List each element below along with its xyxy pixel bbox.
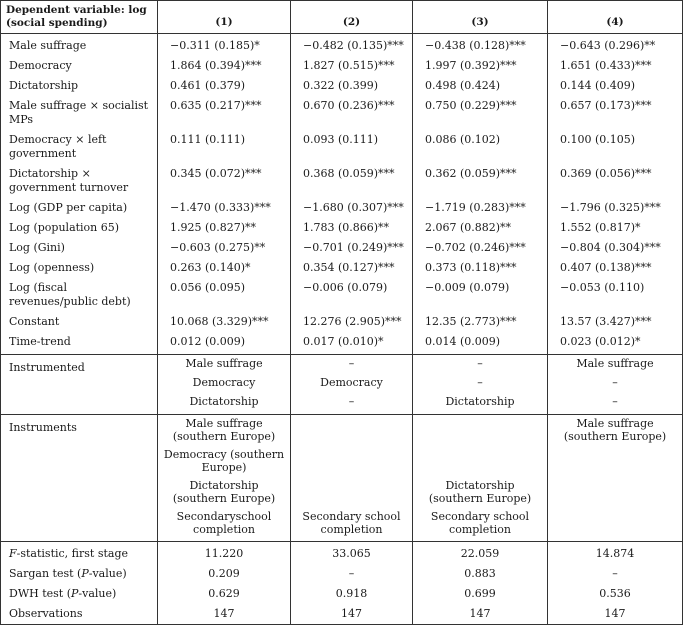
coefficient-cell: 0.023 (0.012)* — [548, 332, 683, 355]
coefficient-cell: 0.056 (0.095) — [158, 278, 291, 312]
instrument-item: Secondary school completion — [302, 510, 401, 536]
stats-row — [1, 542, 683, 565]
stats-label-italic: P — [71, 587, 79, 600]
coefficient-cell: 0.014 (0.009) — [413, 332, 548, 355]
stats-label-italic: P — [81, 567, 89, 580]
instruments-label: Instruments — [1, 415, 158, 542]
stats-row — [1, 584, 683, 604]
row-label: Male suffrage × socialist MPs — [1, 96, 158, 130]
coefficient-cell: 0.657 (0.173)*** — [548, 96, 683, 130]
row-label: Log (GDP per capita) — [1, 198, 158, 218]
coefficient-cell: −0.702 (0.246)*** — [413, 238, 548, 258]
coefficient-cell: 0.750 (0.229)*** — [413, 96, 548, 130]
coefficient-cell: −0.311 (0.185)* — [158, 34, 291, 57]
coefficient-cell: −0.701 (0.249)*** — [291, 238, 413, 258]
coefficient-cell: 0.369 (0.056)*** — [548, 164, 683, 198]
coefficient-cell: 0.362 (0.059)*** — [413, 164, 548, 198]
coefficient-cell: −0.482 (0.135)*** — [291, 34, 413, 57]
stats-cell: 0.883 — [413, 564, 548, 584]
stats-cell: 33.065 — [291, 542, 413, 565]
instrumented-item: – — [612, 395, 618, 408]
instrument-item: Secondaryschool completion — [176, 510, 272, 536]
row-label: Democracy × left government — [1, 130, 158, 164]
coefficient-cell: −1.796 (0.325)*** — [548, 198, 683, 218]
instruments-row — [1, 415, 683, 542]
table-row — [1, 56, 683, 76]
table-row — [1, 332, 683, 355]
statistics-rows — [1, 542, 683, 625]
stats-label — [1, 542, 158, 565]
instrumented-row — [1, 355, 683, 415]
table-header — [1, 1, 683, 34]
coefficient-rows — [1, 34, 683, 355]
coefficient-cell: 0.461 (0.379) — [158, 76, 291, 96]
stats-label-italic: F — [9, 547, 17, 560]
stats-cell: 0.536 — [548, 584, 683, 604]
instruments-section — [1, 415, 683, 542]
coefficient-cell: 0.345 (0.072)*** — [158, 164, 291, 198]
coefficient-cell: 0.368 (0.059)*** — [291, 164, 413, 198]
coefficient-cell: 0.086 (0.102) — [413, 130, 548, 164]
coefficient-cell: 0.498 (0.424) — [413, 76, 548, 96]
coefficient-cell: 10.068 (3.329)*** — [158, 312, 291, 332]
coefficient-cell: 0.322 (0.399) — [291, 76, 413, 96]
instruments-col-2 — [291, 415, 413, 542]
row-label: Log (openness) — [1, 258, 158, 278]
instrumented-item: Male suffrage — [576, 357, 654, 370]
instrumented-item: Dictatorship — [189, 395, 259, 408]
column-header-3: (3) — [413, 1, 548, 34]
column-header-4: (4) — [548, 1, 683, 34]
row-label: Male suffrage — [1, 34, 158, 57]
instruments-col-1 — [158, 415, 291, 542]
coefficient-cell: 1.651 (0.433)*** — [548, 56, 683, 76]
stats-cell: 11.220 — [158, 542, 291, 565]
instrumented-item: Male suffrage — [185, 357, 263, 370]
table-row — [1, 218, 683, 238]
row-label: Log (population 65) — [1, 218, 158, 238]
coefficient-cell: 1.925 (0.827)** — [158, 218, 291, 238]
instrumented-col-3 — [413, 355, 548, 415]
table-row — [1, 198, 683, 218]
coefficient-cell: 12.276 (2.905)*** — [291, 312, 413, 332]
instrument-item: Male suffrage (southern Europe) — [563, 417, 667, 443]
coefficient-cell: 0.263 (0.140)* — [158, 258, 291, 278]
table-row — [1, 76, 683, 96]
row-label: Time-trend — [1, 332, 158, 355]
table-row — [1, 238, 683, 258]
instrument-item: Dictatorship (southern Europe) — [172, 479, 276, 505]
instrumented-item: – — [477, 357, 483, 370]
stats-cell: – — [548, 564, 683, 584]
table-row — [1, 96, 683, 130]
stats-label — [1, 584, 158, 604]
stats-label-text: Sargan test ( — [9, 567, 82, 580]
instrument-item: Democracy (southern Europe) — [163, 448, 285, 474]
instrumented-item: – — [348, 357, 355, 370]
coefficient-cell: 0.012 (0.009) — [158, 332, 291, 355]
instrument-item: Male suffrage (southern Europe) — [172, 417, 276, 443]
instrument-item — [295, 479, 408, 505]
coefficient-cell: −0.006 (0.079) — [291, 278, 413, 312]
instrumented-col-1 — [158, 355, 291, 415]
stats-cell: 0.699 — [413, 584, 548, 604]
instrumented-label: Instrumented — [1, 355, 158, 415]
stats-cell: 0.209 — [158, 564, 291, 584]
stats-label-tail: -value) — [88, 567, 127, 580]
instrument-item — [295, 448, 408, 474]
stats-label-text: Observations — [9, 607, 83, 620]
header-row — [1, 1, 683, 34]
instrumented-section — [1, 355, 683, 415]
coefficient-cell: 1.827 (0.515)*** — [291, 56, 413, 76]
row-label: Democracy — [1, 56, 158, 76]
column-header-2: (2) — [291, 1, 413, 34]
table-row — [1, 278, 683, 312]
stats-label-text: DWH test ( — [9, 587, 71, 600]
row-label: Dictatorship × government turnover — [1, 164, 158, 198]
stats-cell: 0.918 — [291, 584, 413, 604]
table-row — [1, 164, 683, 198]
coefficient-cell: 12.35 (2.773)*** — [413, 312, 548, 332]
coefficient-cell: −0.643 (0.296)** — [548, 34, 683, 57]
instrument-item — [295, 417, 408, 443]
table-row — [1, 130, 683, 164]
coefficient-cell: −1.719 (0.283)*** — [413, 198, 548, 218]
coefficient-cell: 1.864 (0.394)*** — [158, 56, 291, 76]
stats-cell: 0.629 — [158, 584, 291, 604]
coefficient-cell: −1.470 (0.333)*** — [158, 198, 291, 218]
coefficient-cell: −0.438 (0.128)*** — [413, 34, 548, 57]
coefficient-cell: 1.783 (0.866)** — [291, 218, 413, 238]
stats-label-text: -statistic, first stage — [16, 547, 128, 560]
coefficient-cell: 1.997 (0.392)*** — [413, 56, 548, 76]
coefficient-cell: 1.552 (0.817)* — [548, 218, 683, 238]
stats-row — [1, 564, 683, 584]
instrumented-item: – — [348, 395, 355, 408]
coefficient-cell: 13.57 (3.427)*** — [548, 312, 683, 332]
instrumented-item: Democracy — [192, 376, 256, 389]
instruments-col-4 — [548, 415, 683, 542]
coefficient-cell: 0.407 (0.138)*** — [548, 258, 683, 278]
coefficient-cell: −0.009 (0.079) — [413, 278, 548, 312]
coefficient-cell: 0.354 (0.127)*** — [291, 258, 413, 278]
table-row — [1, 34, 683, 57]
stats-label-tail: -value) — [78, 587, 117, 600]
table-row — [1, 258, 683, 278]
row-label: Log (Gini) — [1, 238, 158, 258]
stats-row — [1, 604, 683, 625]
stats-cell: 147 — [158, 604, 291, 625]
coefficient-cell: −0.053 (0.110) — [548, 278, 683, 312]
coefficient-cell: −1.680 (0.307)*** — [291, 198, 413, 218]
stats-label — [1, 564, 158, 584]
coefficient-cell: 0.093 (0.111) — [291, 130, 413, 164]
instrumented-col-2 — [291, 355, 413, 415]
instrumented-item: Democracy — [320, 376, 383, 389]
coefficient-cell: 0.144 (0.409) — [548, 76, 683, 96]
coefficient-cell: 0.111 (0.111) — [158, 130, 291, 164]
instrumented-item: – — [477, 376, 483, 389]
stats-cell: 22.059 — [413, 542, 548, 565]
coefficient-cell: −0.603 (0.275)** — [158, 238, 291, 258]
column-header-1: (1) — [158, 1, 291, 34]
stats-cell: 147 — [291, 604, 413, 625]
instrument-item — [417, 448, 543, 474]
row-label: Log (fiscal revenues/public debt) — [1, 278, 158, 312]
instrument-item — [417, 417, 543, 443]
table-row — [1, 312, 683, 332]
coefficient-cell: 0.635 (0.217)*** — [158, 96, 291, 130]
coefficient-cell: 0.017 (0.010)* — [291, 332, 413, 355]
row-label: Constant — [1, 312, 158, 332]
instrument-item: Dictatorship (southern Europe) — [428, 479, 532, 505]
row-label: Dictatorship — [1, 76, 158, 96]
instruments-col-3 — [413, 415, 548, 542]
coefficient-cell: −0.804 (0.304)*** — [548, 238, 683, 258]
coefficient-cell: 0.373 (0.118)*** — [413, 258, 548, 278]
instrumented-item: Dictatorship — [445, 395, 515, 408]
stats-label — [1, 604, 158, 625]
stats-cell: – — [291, 564, 413, 584]
stats-cell: 147 — [413, 604, 548, 625]
instrumented-item: – — [612, 376, 618, 389]
instrumented-col-4 — [548, 355, 683, 415]
coefficient-cell: 0.100 (0.105) — [548, 130, 683, 164]
dependent-variable-label: Dependent variable: log (social spending) — [1, 1, 158, 34]
coefficient-cell: 0.670 (0.236)*** — [291, 96, 413, 130]
stats-cell: 14.874 — [548, 542, 683, 565]
coefficient-cell: 2.067 (0.882)** — [413, 218, 548, 238]
stats-cell: 147 — [548, 604, 683, 625]
instrument-item: Secondary school completion — [430, 510, 530, 536]
